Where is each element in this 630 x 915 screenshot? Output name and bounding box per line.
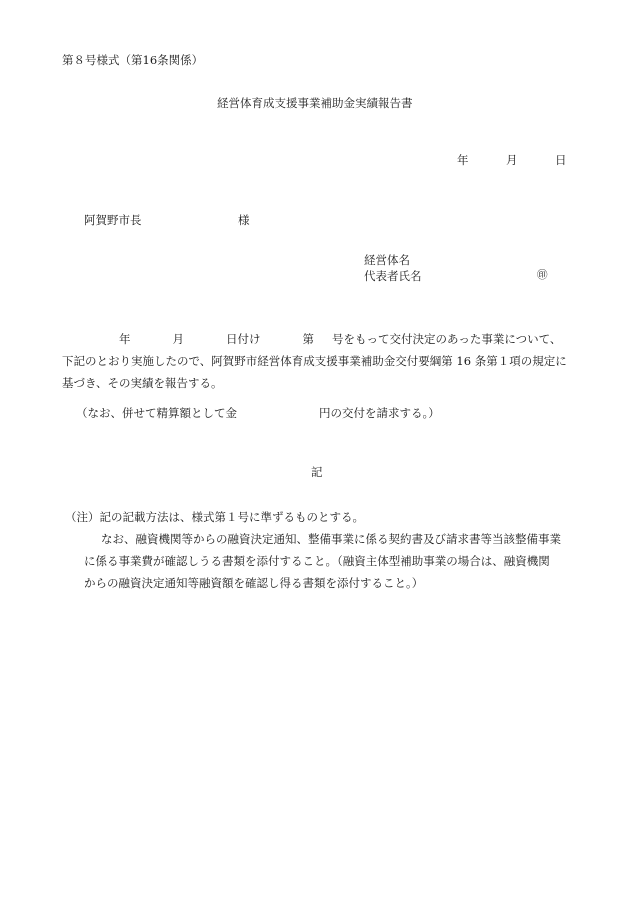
org-name-label: 経営体名: [364, 253, 410, 267]
date-line: [457, 155, 567, 167]
body-line-3: 基づき、その実績を報告する。: [62, 376, 223, 390]
report-body-paragraph: [62, 328, 582, 394]
representative-name-label: 代表者氏名: [364, 269, 422, 283]
body-year: 年: [119, 332, 131, 346]
body-rest: 号をもって交付決定のあった事業について、: [332, 332, 562, 346]
date-year-label: 年: [457, 153, 469, 167]
document-title: 経営体育成支援事業補助金実績報告書: [217, 96, 413, 110]
addressee-mayor: 阿賀野市長: [84, 213, 142, 227]
claim-note-before: （なお、併せて精算額として金: [76, 406, 237, 420]
addressee: [84, 215, 250, 227]
notes-section: [65, 506, 585, 594]
body-line-1: [62, 328, 582, 350]
note-line-2: なお、融資機関等からの融資決定通知、整備事業に係る契約書及び請求書等当該整備事業: [101, 532, 561, 546]
note-line-1: （注）記の記載方法は、様式第１号に準ずるものとする。: [65, 510, 364, 524]
seal-mark: ㊞: [537, 269, 548, 281]
date-day-label: 日: [555, 153, 567, 167]
claim-note: [76, 408, 440, 420]
body-month: 月: [172, 332, 184, 346]
body-line-2: 下記のとおり実施したので、阿賀野市経営体育成支援事業補助金交付要綱第 16 条第１項の規定に: [62, 354, 567, 368]
form-number: 第８号様式（第16条関係）: [62, 53, 204, 67]
claim-note-after: 円の交付を請求する。）: [319, 406, 440, 420]
body-dai: 第: [302, 332, 314, 346]
addressee-honorific: 様: [238, 213, 250, 227]
note-line-4: からの融資決定通知等融資額を確認し得る書類を添付すること。）: [84, 576, 424, 590]
body-date: 日付け: [226, 332, 261, 346]
date-month-label: 月: [506, 153, 518, 167]
note-line-3: に係る事業費が確認しうる書類を添付すること。（融資主体型補助事業の場合は、融資機関: [84, 554, 550, 568]
ki-heading: 記: [311, 465, 323, 479]
